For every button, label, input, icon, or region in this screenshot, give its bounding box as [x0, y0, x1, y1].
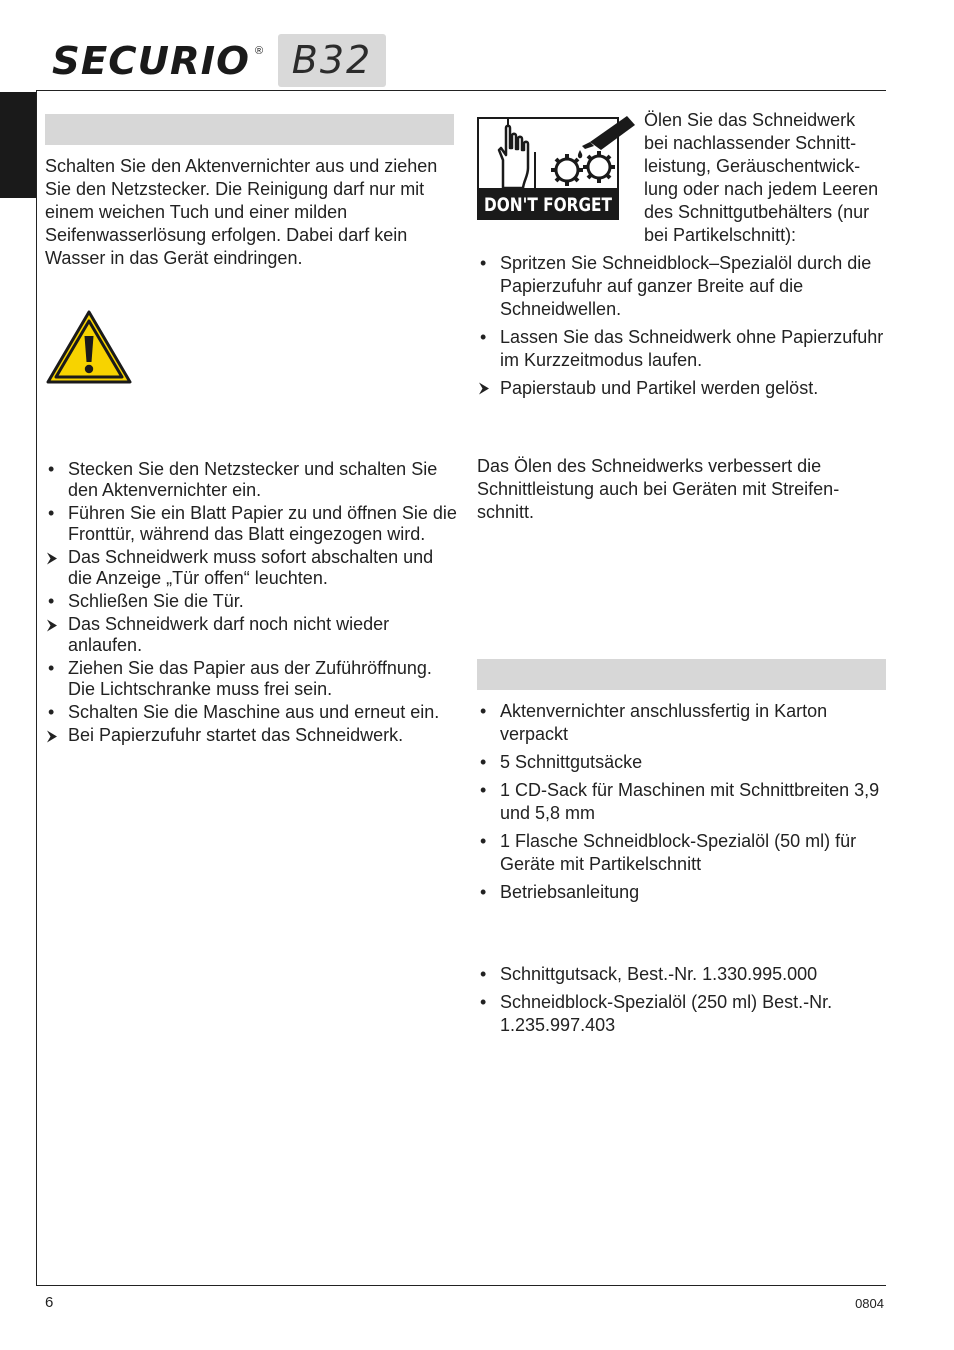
list-item [477, 779, 887, 825]
chapter-tab [0, 92, 36, 198]
brand-name: SECURIO [52, 42, 250, 78]
safety-test-steps [45, 459, 457, 748]
oiling-steps [477, 252, 889, 405]
list-item-text: Aktenvernichter anschlussfertig in Karton verpackt [500, 701, 828, 744]
bullet-icon [45, 702, 65, 723]
list-item-text: Schneidblock-Spezialöl (250 ml) Best.-Nr. 1.235.997.403 [500, 992, 833, 1035]
list-item-text: Schließen Sie die Tür. [68, 591, 244, 611]
delivery-contents-list [477, 700, 887, 909]
header-rule [36, 90, 886, 91]
bullet-icon [45, 591, 65, 612]
section-heading-bar-delivery [477, 659, 886, 690]
dont-forget-badge [477, 112, 637, 225]
list-item [45, 503, 457, 545]
model-badge: B32 [278, 34, 386, 87]
footer-rule [36, 1285, 886, 1286]
document-code: 0804 [855, 1296, 884, 1311]
section-heading-bar-cleaning [45, 114, 454, 145]
list-item-text: Das Schneidwerk muss sofort abschalten und die Anzeige „Tür offen“ leuchten. [68, 547, 434, 588]
dont-forget-label: DON'T FORGET [484, 194, 613, 216]
list-item-text: 1 CD-Sack für Maschinen mit Schnittbreiten 3,9 und 5,8 mm [500, 780, 880, 823]
registered-mark: ® [255, 45, 264, 57]
bullet-icon [477, 963, 497, 986]
list-item-text: Papierstaub und Partikel werden gelöst. [500, 378, 819, 398]
list-item-text: Betriebsanleitung [500, 882, 640, 902]
list-item [477, 252, 889, 321]
list-item [45, 459, 457, 501]
list-item [477, 881, 887, 904]
page-number: 6 [45, 1294, 54, 1311]
list-item [477, 991, 887, 1037]
bullet-icon [477, 252, 497, 275]
bullet-icon [45, 459, 65, 480]
bullet-icon [477, 991, 497, 1014]
list-item [477, 830, 887, 876]
oiling-intro-text: Ölen Sie das Schneidwerk bei nachlassender Schnittleistung, Geräuschentwicklung oder nach jedem Leeren des Schnittgutbehälters (nur bei Partikelschnitt): [644, 110, 879, 245]
list-item [477, 326, 889, 372]
accessories-list [477, 963, 887, 1042]
left-margin-rule [36, 90, 37, 1286]
brand-logo [52, 42, 272, 83]
bullet-icon [477, 779, 497, 802]
oiling-note-text: Das Ölen des Schneidwerks verbessert die Schnittleistung auch bei Geräten mit Streifenschnitt. [477, 456, 840, 522]
bullet-icon [45, 658, 65, 679]
list-item-text: Stecken Sie den Netzstecker und schalten Sie den Aktenvernichter ein. [68, 459, 438, 500]
list-item-text: Führen Sie ein Blatt Papier zu und öffnen Sie die Fronttür, während das Blatt eingezogen wird. [68, 503, 457, 544]
bullet-icon [477, 830, 497, 853]
list-item-text: 5 Schnittgutsäcke [500, 752, 643, 772]
list-item [45, 702, 457, 723]
list-item [477, 963, 887, 986]
list-item [477, 751, 887, 774]
warning-triangle-icon [46, 310, 132, 389]
list-item [477, 700, 887, 746]
bullet-icon [477, 700, 497, 723]
list-item [45, 725, 457, 746]
list-item [45, 591, 457, 612]
list-item-text: Bei Papierzufuhr startet das Schneidwerk. [68, 725, 404, 745]
list-item-text: Das Schneidwerk darf noch nicht wieder anlaufen. [68, 614, 390, 655]
bullet-icon [45, 503, 65, 524]
list-item-text: Spritzen Sie Schneidblock–Spezialöl durch die Papierzufuhr auf ganzer Breite auf die Schneidwellen. [500, 253, 872, 319]
list-item [45, 658, 457, 700]
list-item-text: Schnittgutsack, Best.-Nr. 1.330.995.000 [500, 964, 818, 984]
list-item-text: Lassen Sie das Schneidwerk ohne Papierzufuhr im Kurzzeitmodus laufen. [500, 327, 884, 370]
list-item-text: Ziehen Sie das Papier aus der Zuführöffnung. Die Lichtschranke muss frei sein. [68, 658, 432, 699]
bullet-icon [477, 326, 497, 349]
cleaning-text: Schalten Sie den Aktenvernichter aus und ziehen Sie den Netzstecker. Die Reinigung darf nur mit einem weichen Tuch und einer milden Seifenwasserlösung erfolgen. Dabei darf kein Wasser in das Gerät eindringen. [45, 156, 438, 268]
list-item [45, 614, 457, 656]
list-item-text: Schalten Sie die Maschine aus und erneut ein. [68, 702, 440, 722]
bullet-icon [477, 751, 497, 774]
list-item-text: 1 Flasche Schneidblock-Spezialöl (50 ml) für Geräte mit Partikelschnitt [500, 831, 857, 874]
list-item [477, 377, 889, 400]
bullet-icon [477, 881, 497, 904]
list-item [45, 547, 457, 589]
